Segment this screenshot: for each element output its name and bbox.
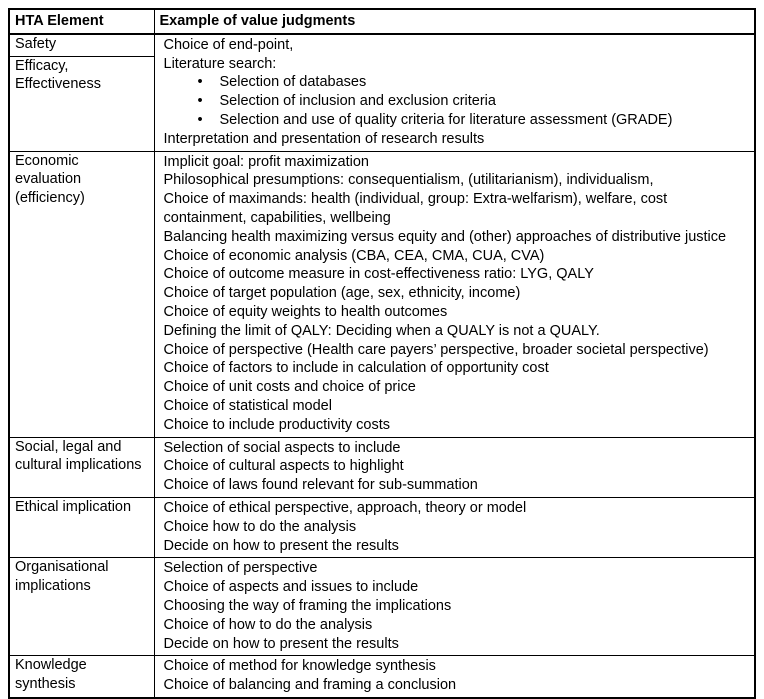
- header-row: [9, 9, 755, 34]
- table-row: [9, 656, 755, 698]
- judgment-line: [164, 55, 751, 74]
- value-judgments-cell: [154, 558, 755, 656]
- judgment-text: Selection of inclusion and exclusion criteria: [219, 93, 496, 110]
- hta-element-cell: Knowledge synthesis: [9, 656, 154, 698]
- judgment-line: [164, 559, 751, 578]
- judgment-line: [164, 303, 751, 322]
- hta-value-judgments-table: [8, 8, 756, 699]
- judgment-line: [164, 416, 751, 435]
- judgment-text: Selection of social aspects to include: [163, 439, 401, 456]
- judgment-text: Choice of equity weights to health outcomes: [163, 303, 448, 320]
- judgment-text: Choice of perspective (Health care payers’ perspective, broader societal perspective): [163, 341, 709, 358]
- judgment-text: Choice of statistical model: [163, 397, 332, 414]
- value-judgments-cell: [154, 656, 755, 698]
- table-row: [9, 34, 755, 56]
- judgment-text: Decide on how to present the results: [163, 635, 399, 652]
- hta-element-cell: Social, legal and cultural implications: [9, 437, 154, 497]
- judgment-line: [164, 153, 751, 172]
- judgment-line: [164, 518, 751, 537]
- hta-element-cell: Organisational implications: [9, 558, 154, 656]
- judgment-line: [164, 284, 751, 303]
- judgment-line: [164, 130, 751, 149]
- judgment-text: Choice of cultural aspects to highlight: [163, 458, 404, 475]
- judgment-line: [164, 341, 751, 360]
- judgment-line: [164, 597, 751, 616]
- judgment-text: Choice how to do the analysis: [163, 518, 357, 535]
- judgment-text: Implicit goal: profit maximization: [163, 153, 369, 170]
- judgment-line: [164, 36, 751, 55]
- judgment-text: Choosing the way of framing the implications: [163, 597, 452, 614]
- judgment-line: [164, 247, 751, 266]
- judgment-text: Selection of databases: [219, 74, 367, 91]
- judgment-line: [164, 578, 751, 597]
- hta-element-cell: Efficacy, Effectiveness: [9, 56, 154, 151]
- judgment-text: Decide on how to present the results: [163, 537, 399, 554]
- judgment-text: Choice of unit costs and choice of price: [163, 379, 416, 396]
- judgment-text: Selection and use of quality criteria for literature assessment (GRADE): [219, 111, 673, 128]
- judgment-text: Choice to include productivity costs: [163, 416, 390, 433]
- judgment-text: Choice of ethical perspective, approach, theory or model: [163, 499, 527, 516]
- value-judgments-cell: [154, 151, 755, 437]
- table-row: [9, 151, 755, 437]
- table-row: [9, 497, 755, 557]
- header-value-judgments: Example of value judgments: [154, 9, 755, 34]
- judgment-line: [164, 190, 751, 228]
- judgment-text: Choice of outcome measure in cost-effectiveness ratio: LYG, QALY: [163, 266, 594, 283]
- judgment-line: [164, 476, 751, 495]
- judgment-text: Choice of maximands: health (individual, group: Extra-welfarism), welfare, cost containment, capabilities, wellbeing: [163, 191, 668, 226]
- judgment-text: Choice of balancing and framing a conclusion: [163, 677, 457, 694]
- judgment-line: [164, 322, 751, 341]
- judgment-text: Choice of aspects and issues to include: [163, 579, 419, 596]
- table-row: [9, 558, 755, 656]
- judgment-line: [164, 359, 751, 378]
- hta-element-cell: Ethical implication: [9, 497, 154, 557]
- judgment-line: [164, 457, 751, 476]
- judgment-text: Defining the limit of QALY: Deciding when a QUALY is not a QUALY.: [163, 322, 600, 339]
- judgment-text: Balancing health maximizing versus equity and (other) approaches of distributive justice: [163, 228, 727, 245]
- bullet-icon: •: [197, 74, 203, 91]
- bullet-icon: •: [197, 93, 203, 110]
- bullet-icon: •: [197, 111, 203, 128]
- judgment-bullet-item: [164, 73, 751, 92]
- judgment-bullet-item: [164, 111, 751, 130]
- value-judgments-cell: [154, 437, 755, 497]
- table-body: [9, 34, 755, 698]
- judgment-bullet-item: [164, 92, 751, 111]
- value-judgments-cell: [154, 34, 755, 151]
- value-judgments-cell: [154, 497, 755, 557]
- judgment-text: Choice of economic analysis (CBA, CEA, CMA, CUA, CVA): [163, 247, 545, 264]
- hta-element-cell: Economic evaluation (efficiency): [9, 151, 154, 437]
- hta-element-cell: Safety: [9, 34, 154, 56]
- judgment-line: [164, 537, 751, 556]
- judgment-text: Choice of factors to include in calculation of opportunity cost: [163, 360, 549, 377]
- judgment-text: Choice of method for knowledge synthesis: [163, 658, 436, 675]
- judgment-line: [164, 616, 751, 635]
- judgment-text: Choice of how to do the analysis: [163, 616, 373, 633]
- judgment-text: Choice of target population (age, sex, ethnicity, income): [163, 285, 521, 302]
- judgment-line: [164, 171, 751, 190]
- table-header: [9, 9, 755, 34]
- judgment-line: [164, 228, 751, 247]
- judgment-line: [164, 635, 751, 654]
- judgment-line: [164, 676, 751, 695]
- judgment-line: [164, 265, 751, 284]
- judgment-text: Choice of end-point,: [163, 36, 294, 53]
- judgment-line: [164, 439, 751, 458]
- judgment-text: Selection of perspective: [163, 560, 318, 577]
- table-row: [9, 437, 755, 497]
- judgment-text: Philosophical presumptions: consequentialism, (utilitarianism), individualism,: [163, 172, 654, 189]
- judgment-text: Choice of laws found relevant for sub-summation: [163, 477, 478, 494]
- judgment-text: Literature search:: [163, 55, 277, 72]
- judgment-line: [164, 378, 751, 397]
- judgment-text: Interpretation and presentation of research results: [163, 130, 485, 147]
- judgment-line: [164, 499, 751, 518]
- judgment-line: [164, 657, 751, 676]
- header-hta-element: HTA Element: [9, 9, 154, 34]
- judgment-line: [164, 397, 751, 416]
